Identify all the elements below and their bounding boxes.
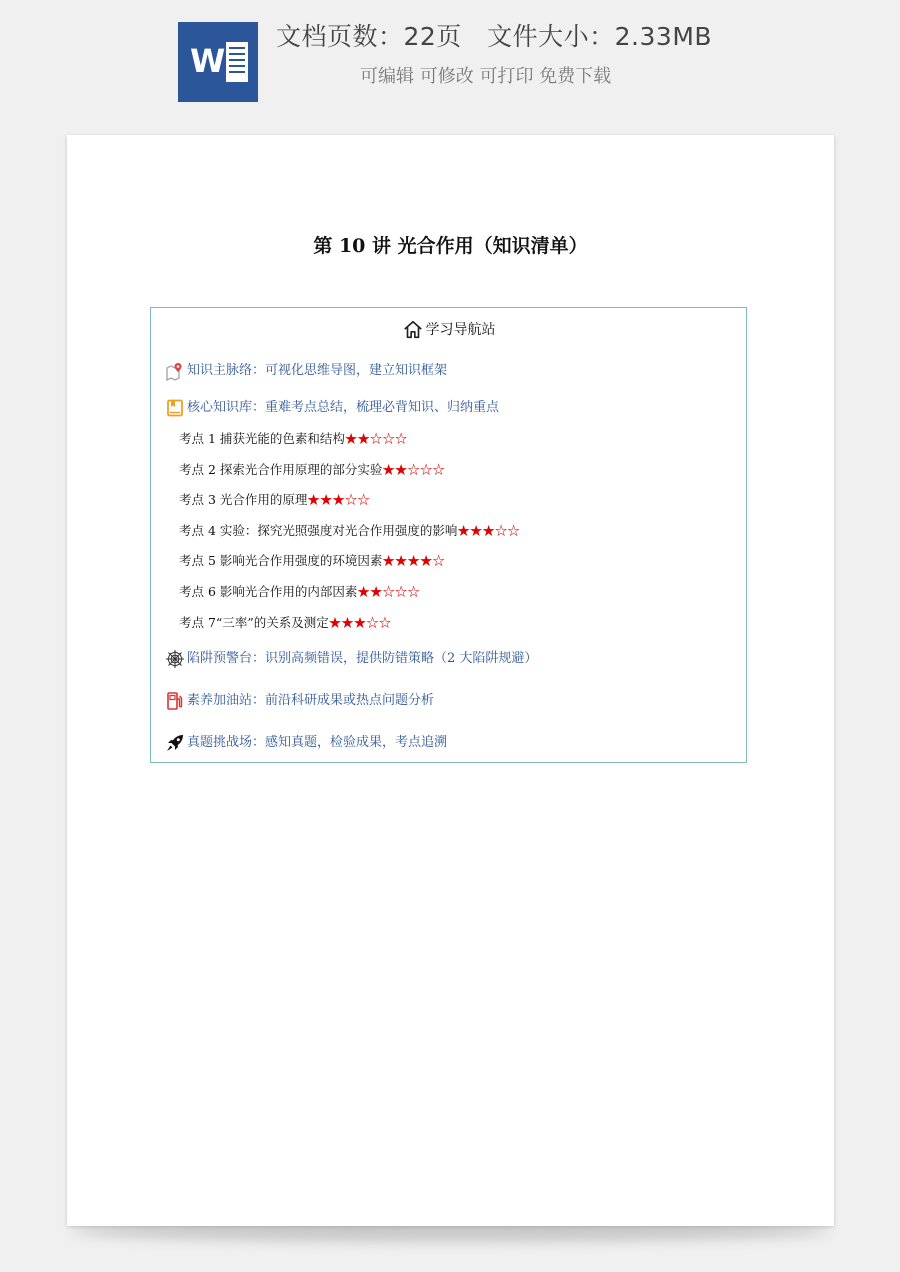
difficulty-stars: ★★★★☆ bbox=[382, 553, 445, 568]
kaodian-item bbox=[179, 429, 407, 449]
kaodian-text: 考点 5 影响光合作用强度的环境因素 bbox=[179, 553, 383, 568]
section-knowledge-map-text: 知识主脉络：可视化思维导图，建立知识框架 bbox=[187, 363, 448, 378]
kaodian-item bbox=[179, 613, 391, 633]
map-pin-icon bbox=[165, 361, 185, 381]
kaodian-text: 考点 7“三率”的关系及测定 bbox=[179, 615, 329, 630]
kaodian-text: 考点 6 影响光合作用的内部因素 bbox=[179, 584, 358, 599]
spiderweb-icon bbox=[165, 649, 185, 669]
document-title: 第 10 讲 光合作用（知识清单） bbox=[313, 235, 588, 257]
kaodian-item bbox=[179, 582, 420, 602]
difficulty-stars: ★★☆☆☆ bbox=[357, 584, 420, 599]
word-document-icon: W bbox=[178, 22, 258, 102]
difficulty-stars: ★★☆☆☆ bbox=[344, 431, 408, 446]
file-info-subtitle: 可编辑 可修改 可打印 免费下载 bbox=[360, 66, 612, 87]
section-literacy-station bbox=[165, 690, 434, 713]
fuel-pump-icon bbox=[165, 691, 185, 711]
difficulty-stars: ★★☆☆☆ bbox=[382, 462, 445, 477]
kaodian-text: 考点 2 探索光合作用原理的部分实验 bbox=[179, 462, 383, 477]
kaodian-text: 考点 4 实验：探究光照强度对光合作用强度的影响 bbox=[179, 523, 458, 538]
kaodian-item bbox=[179, 521, 520, 541]
kaodian-text: 考点 3 光合作用的原理 bbox=[179, 492, 308, 507]
study-navigation-box bbox=[150, 307, 747, 763]
document-page bbox=[67, 135, 834, 1226]
section-exam-challenge bbox=[165, 732, 447, 755]
section-exam-challenge-text: 真题挑战场：感知真题，检验成果，考点追溯 bbox=[187, 735, 448, 750]
difficulty-stars: ★★★☆☆ bbox=[328, 615, 392, 630]
section-core-knowledge bbox=[165, 397, 499, 420]
download-banner bbox=[0, 0, 900, 130]
book-icon bbox=[165, 398, 185, 418]
file-info-title: 文档页数：22页 文件大小：2.33MB bbox=[276, 22, 713, 51]
section-literacy-station-text: 素养加油站：前沿科研成果或热点问题分析 bbox=[187, 693, 435, 708]
difficulty-stars: ★★★☆☆ bbox=[457, 523, 520, 538]
section-core-knowledge-text: 核心知识库：重难考点总结，梳理必背知识、归纳重点 bbox=[187, 400, 500, 415]
house-icon bbox=[402, 319, 424, 341]
kaodian-text: 考点 1 捕获光能的色素和结构 bbox=[179, 431, 345, 446]
kaodian-item bbox=[179, 490, 370, 510]
section-knowledge-map bbox=[165, 360, 447, 383]
section-trap-warning bbox=[165, 648, 537, 671]
rocket-icon bbox=[165, 733, 185, 753]
kaodian-item bbox=[179, 460, 445, 480]
kaodian-item bbox=[179, 551, 445, 571]
nav-heading-text: 学习导航站 bbox=[425, 322, 496, 338]
section-trap-warning-text: 陷阱预警台：识别高频错误，提供防错策略（2 大陷阱规避） bbox=[187, 651, 538, 666]
nav-heading bbox=[151, 318, 746, 342]
difficulty-stars: ★★★☆☆ bbox=[307, 492, 370, 507]
